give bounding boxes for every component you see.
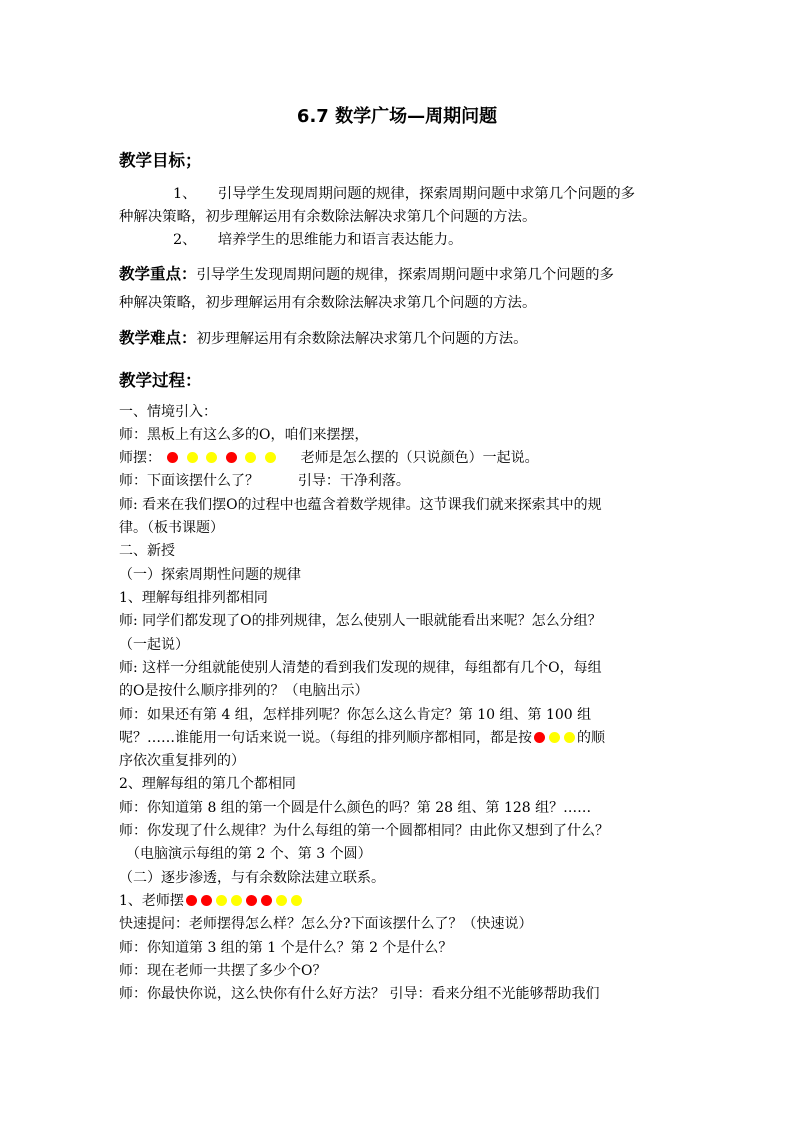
text-line: 师：你发现了什么规律？为什么每组的第一个圆都相同？由此你又想到了什么？	[119, 823, 609, 839]
text-line: 2、理解每组的第几个都相同	[119, 776, 296, 792]
yellow-circle-icon	[276, 895, 287, 906]
key-points-text-1: 引导学生发现周期问题的规律，探索周期问题中求第几个问题的多	[196, 267, 614, 283]
document-title: 6.7 数学广场—周期问题	[296, 106, 498, 127]
red-circle-icon	[167, 452, 178, 463]
text-line: 师：你最快你说，这么快你有什么好方法？ 引导：看来分组不光能够帮助我们	[119, 986, 600, 1002]
text-line: 师：如果还有第 4 组，怎样排列呢？你怎么这么肯定？第 10 组、第 100 组	[119, 707, 592, 723]
red-circle-icon	[201, 895, 212, 906]
text-line: 师：现在老师一共摆了多少个O？	[119, 963, 327, 979]
objective-2-text: 培养学生的思维能力和语言表达能力。	[217, 232, 463, 248]
key-points-line-2: 种解决策略，初步理解运用有余数除法解决求第几个问题的方法。	[119, 295, 537, 311]
red-circle-icon	[226, 452, 237, 463]
text-line: 快速提问：老师摆得怎么样？怎么分?下面该摆什么了？（快速说）	[119, 916, 533, 932]
red-circle-icon	[186, 895, 197, 906]
yellow-circle-icon	[265, 452, 276, 463]
text-line-with-dots	[119, 890, 679, 912]
line-suffix: 的顺	[577, 730, 605, 746]
red-circle-icon	[534, 732, 545, 743]
objective-1-text-1: 引导学生发现周期问题的规律，探索周期问题中求第几个问题的多	[217, 186, 636, 202]
text-line: （电脑演示每组的第 2 个、第 3 个圆）	[126, 846, 372, 862]
line-part-b: 引导：干净利落。	[297, 473, 410, 489]
key-points-line-1	[119, 263, 679, 286]
text-line: 师: 这样一分组就能使别人清楚的看到我们发现的规律，每组都有几个O，每组	[119, 660, 602, 676]
text-line: 师：黑板上有这么多的O，咱们来摆摆，	[119, 427, 369, 443]
section-new: 二、新授	[119, 543, 175, 559]
dot-sequence	[184, 893, 304, 909]
line-prefix: 呢？……谁能用一句话来说一说。（每组的排列顺序都相同，都是按	[119, 730, 532, 746]
text-line: 师: 看来在我们摆O的过程中也蕴含着数学规律。这节课我们就来探索其中的规	[119, 497, 602, 513]
text-line-with-dots	[119, 727, 679, 749]
yellow-circle-icon	[187, 452, 198, 463]
yellow-circle-icon	[291, 895, 302, 906]
subsection-1: （一）探索周期性问题的规律	[119, 567, 301, 583]
dot-sequence	[532, 730, 577, 746]
text-line: 序依次重复排列的）	[119, 753, 245, 769]
line-prefix: 1、老师摆	[119, 893, 184, 909]
text-line: 律。（板书课题）	[119, 520, 224, 536]
line-suffix: 老师是怎么摆的（只说颜色）一起说。	[300, 450, 539, 466]
yellow-circle-icon	[231, 895, 242, 906]
yellow-circle-icon	[549, 732, 560, 743]
yellow-circle-icon	[245, 452, 256, 463]
section-intro: 一、情境引入：	[119, 404, 217, 420]
text-line	[119, 470, 679, 492]
objectives-heading: 教学目标；	[119, 151, 202, 170]
text-line-with-dots	[119, 447, 679, 469]
dot-sequence	[165, 450, 282, 466]
line-part-a: 师：下面该摆什么了？	[119, 473, 259, 489]
difficulty-text: 初步理解运用有余数除法解决求第几个问题的方法。	[196, 331, 528, 347]
objective-1-line-1	[173, 183, 679, 205]
text-line: 的O是按什么顺序排列的？（电脑出示）	[119, 683, 369, 699]
key-points-label: 教学重点：	[119, 265, 197, 283]
difficulty-line	[119, 327, 679, 350]
objective-2	[173, 229, 679, 251]
line-prefix: 师摆：	[119, 450, 161, 466]
objective-1-number: 1、	[173, 186, 197, 202]
text-line: （一起说）	[119, 637, 189, 653]
process-heading: 教学过程：	[119, 371, 202, 390]
yellow-circle-icon	[564, 732, 575, 743]
text-line: 1、理解每组排列都相同	[119, 590, 268, 606]
red-circle-icon	[246, 895, 257, 906]
objective-2-number: 2、	[173, 232, 197, 248]
objective-1-line-2: 种解决策略，初步理解运用有余数除法解决求第几个问题的方法。	[119, 209, 537, 225]
text-line: 师: 同学们都发现了O的排列规律，怎么使别人一眼就能看出来呢？怎么分组？	[119, 613, 602, 629]
yellow-circle-icon	[216, 895, 227, 906]
subsection-2: （二）逐步渗透，与有余数除法建立联系。	[119, 870, 385, 886]
text-line: 师：你知道第 3 组的第 1 个是什么？第 2 个是什么？	[119, 940, 453, 956]
difficulty-label: 教学难点：	[119, 329, 197, 347]
text-line: 师：你知道第 8 组的第一个圆是什么颜色的吗？第 28 组、第 128 组？……	[119, 800, 592, 816]
red-circle-icon	[261, 895, 272, 906]
yellow-circle-icon	[206, 452, 217, 463]
